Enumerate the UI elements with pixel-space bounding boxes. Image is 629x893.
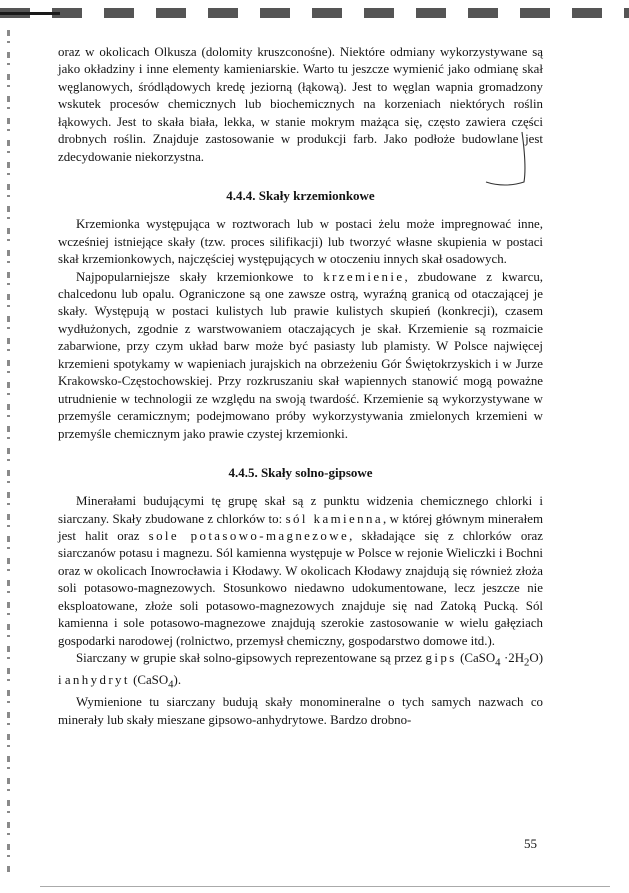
formula-subscript: 4 bbox=[168, 678, 174, 691]
page-body bbox=[58, 44, 543, 729]
spaced-term-sol-kamienna: sól kamienna bbox=[285, 511, 383, 526]
spaced-term-krzemienie: krzemienie bbox=[323, 269, 405, 284]
formula-part: (CaSO bbox=[460, 651, 496, 666]
scan-edge-bottom bbox=[40, 886, 610, 887]
paragraph-siarczany bbox=[58, 650, 543, 694]
spaced-term-anhydryt: anhydryt bbox=[64, 673, 130, 688]
text-run: , składające się z chlorków oraz siarczanów potasu i magnezu. Sól kamienna występuje w Polsce w rejonie Wieliczki i Bochni oraz w okolicach Inowrocławia i Kłodawy. W okolicach Kłodawy znajdują się również złoża soli potasowo-magnezowych. Stosunkowo niedawno udokumentowane, lecz jeszcze nie eksploatowane, złoże soli potasowo-magnezowych znajduje się nad Zatoką Pucką. Sól kamienna i sole potasowo-magnezowe znajdują szerokie zastosowanie w wielu gałęziach gospodarki narodowej (rolnictwo, przemysł chemiczny, gospodarstwo domowe itd.). bbox=[58, 528, 544, 648]
text-run: Minerałami budującymi tę grupę skał są z punktu widzenia chemicznego chlorki i siarczany. Skały zbudowane z chlorków to: bbox=[58, 494, 543, 526]
formula-anhydrite bbox=[129, 673, 182, 691]
text-run: i bbox=[58, 673, 65, 688]
formula-subscript: 4 bbox=[495, 656, 501, 669]
text-run: , w której głównym minerałem jest halit oraz bbox=[58, 511, 543, 543]
formula-part: ·2H bbox=[500, 651, 525, 666]
paragraph-intro: oraz w okolicach Olkusza (dolomity kruszconośne). Niektóre odmiany wykorzystywane są jako okładziny i inne elementy kamieniarskie. Warto tu jeszcze wymienić jako odmianę skał węglanowych, śródlądowych kredę jeziorną (łąkową). Jest to węglan wapnia gromadzony wskutek procesów chemicznych lub biochemicznych na korzeniach niektórych roślin łąkowych. Jest to skała biała, lekka, w stanie mokrym mażąca się, często zawiera części drobnych roślin. Znajduje zastosowanie w produkcji farb. Jako podłoże budowlane jest zdecydowanie niekorzystna. bbox=[58, 45, 543, 164]
scan-edge-top-bar bbox=[0, 12, 60, 15]
formula-subscript: 2 bbox=[524, 656, 530, 669]
scan-edge-left bbox=[7, 30, 10, 875]
scan-edge-top bbox=[0, 8, 629, 18]
spaced-term-gips: gips bbox=[425, 651, 457, 666]
page-number: 55 bbox=[524, 836, 537, 851]
section-heading-solno-gipsowe: 4.4.5. Skały solno-gipsowe bbox=[228, 465, 373, 481]
formula-part: ). bbox=[173, 673, 182, 688]
text-run: Siarczany w grupie skał solno-gipsowych reprezentowane są przez bbox=[76, 651, 426, 666]
formula-part: (CaSO bbox=[129, 673, 169, 688]
text-run: , zbudowane z kwarcu, chalcedonu lub opalu. Ograniczone są one zawsze ostrą, wyraźną granicą od otaczającej je skały. Występują w postaci kulistych lub prawie kulistych skupień (konkrecji), czasem wydłużonych, zgodnie z warstwowaniem otaczających je skał. Krzemienie są rozmaicie zabarwione, przy czym układ barw może być pasiasty lub plamisty. W Polsce najwięcej krzemieni spotykamy w wapieniach jurajskich na obrzeżeniu Gór Świętokrzyskich i w Jurze Krakowsko-Częstochowskiej. Przy rozkruszaniu skał wapiennych stanowić mogą poważne utrudnienie w technologii ze względu na swoją twardość. Krzemienie są wykorzystywane w przemyśle ceramicznym; podejmowano próby wykorzystywania zmielonych krzemieni w przemyśle chemicznym jako prawie czystej krzemionki. bbox=[58, 269, 543, 441]
paragraph-krzemionka: Krzemionka występująca w roztworach lub w postaci żelu może impregnować inne, wcześniej istniejące skały (tzw. proces silifikacji) lub tworzyć własne skupienia w postaci skał krzemionkowych, najczęściej występujących w otoczeniu innych skał osadowych. bbox=[58, 217, 543, 267]
formula-part: O) bbox=[529, 651, 543, 666]
formula-gypsum bbox=[460, 651, 543, 669]
paragraph-krzemienie bbox=[58, 269, 543, 444]
paragraph-monomineralne: Wymienione tu siarczany budują skały monomineralne o tych samych nazwach co minerały lub skały mieszane gipsowo-anhydrytowe. Bardzo drobno- bbox=[58, 695, 543, 727]
text-run: Najpopularniejsze skały krzemionkowe to bbox=[76, 269, 324, 284]
section-heading-krzemionkowe: 4.4.4. Skały krzemionkowe bbox=[226, 188, 375, 204]
spaced-term-sole-potasowo-magnezowe: sole potasowo-magnezowe bbox=[148, 528, 350, 543]
paragraph-chlorki bbox=[58, 493, 543, 650]
